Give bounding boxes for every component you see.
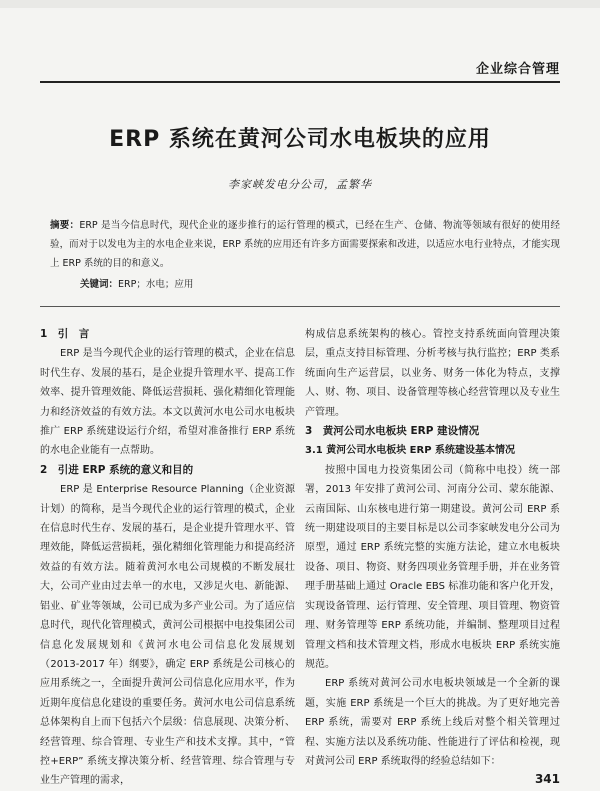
left-column: [40, 325, 295, 791]
article-author: 李家峡发电分公司，孟繁华: [228, 178, 372, 191]
abstract-rule: [40, 306, 560, 307]
section-header: 企业综合管理: [475, 62, 560, 77]
heading-section-3: 3 黄河公司水电板块 ERP 建设情况: [305, 425, 480, 438]
abstract-text: ERP 是当今信息时代，现代企业的逐步推行的运行管理的模式，已经在生产、仓储、物流等领域有很好的使用经验，而对于以发电为主的水电企业来说，ERP 系统的应用还有许多方面需要探索和改进，以适应水电行业特点，才能实现上 ERP 系统的目的和意义。: [50, 220, 560, 269]
keywords-label: 关键词：: [80, 279, 119, 290]
abstract-label: 摘要：: [50, 220, 80, 231]
paragraph-introduction: ERP 是当今现代企业的运行管理的模式，企业在信息时代生存、发展的基石，是企业提升管理水平、提高工作效率、提升管理效能、降低运营损耗、强化精细化管理能力和经济效益的有效方法。本文以黄河水电公司水电板块推广 ERP 系统建设运行介绍，希望对准备推行 ERP 系统的水电企业能有一点帮助。: [40, 348, 295, 457]
heading-section-2: 2 引进 ERP 系统的意义和目的: [40, 463, 194, 476]
abstract: [50, 216, 560, 273]
right-column: [305, 325, 560, 771]
heading-section-3-1: 3.1 黄河公司水电板块 ERP 系统建设基本情况: [305, 445, 516, 457]
paragraph-continuation: 构成信息系统架构的核心。管控支持系统面向管理决策层，重点支持目标管理、分析考核与执行监控；ERP 类系统面向生产运营层，以业务、财务一体化为特点，支撑人、财、物、项目、设备管理等核心经营管理以及专业生产管理。: [305, 329, 560, 418]
paragraph-section-3-1b: ERP 系统对黄河公司水电板块领域是一个全新的课题，实施 ERP 系统是一个巨大的挑战。为了更好地完善 ERP 系统，需要对 ERP 系统上线后对整个相关管理过程、实施方法以及系统功能、性能进行了评估和检视，现对黄河公司 ERP 系统取得的经验总结如下：: [305, 678, 560, 767]
header-rule: [40, 81, 560, 83]
paragraph-section-3-1: 按照中国电力投资集团公司（简称中电投）统一部署，2013 年安排了黄河公司、河南分公司、蒙东能源、云南国际、山东核电进行第一期建设。黄河公司 ERP 系统一期建设项目的主要目标是以公司李家峡发电分公司为原型，通过 ERP 系统完整的实施方法论，建立水电板块设备、项目、物资、财务四项业务管理手册，并在业务管理手册基础上通过 Oracle EBS 标准功能和客户化开发，实现设备管理、运行管理、安全管理、项目管理、物资管理、财务管理等 ERP 系统功能，并编制、整理项目过程管理文档和技术管理文档，形成水电板块 ERP 系统实施规范。: [305, 464, 560, 670]
keywords-text: ERP；水电；应用: [118, 279, 194, 290]
keywords: [80, 276, 193, 290]
page-number: 341: [534, 772, 560, 786]
heading-introduction: 1 引 言: [40, 328, 90, 340]
page-top-band: [0, 0, 600, 8]
article-title: ERP 系统在黄河公司水电板块的应用: [109, 127, 491, 152]
paragraph-section-2: ERP 是 Enterprise Resource Planning（企业资源计划）的简称，是当今现代企业的运行管理的模式，企业在信息时代生存、发展的基石，是企业提升管理水平、管理效能，降低运营损耗，强化精细化管理能力和提高经济效益的有效方法。随着黄河水电公司规模的不断发展壮大，公司产业由过去单一的水电，又涉足火电、新能源、铝业、矿业等领域，公司已成为多产业公司。为了适应信息时代，现代化管理模式，黄河公司根据中电投集团公司信息化发展规划和《黄河水电公司信息化发展规划（2013-2017 年）纲要》，确定 ERP 系统是公司核心的应用系统之一，全面提升黄河公司信息化应用水平，作为近期年度信息化建设的重要任务。黄河水电公司信息系统总体架构自上而下包括六个层级：信息展现、决策分析、经营管理、综合管理、专业生产和技术支撑。其中，“管控+ERP” 系统支撑决策分析、经营管理、综合管理与专业生产管理的需求，: [40, 484, 295, 787]
